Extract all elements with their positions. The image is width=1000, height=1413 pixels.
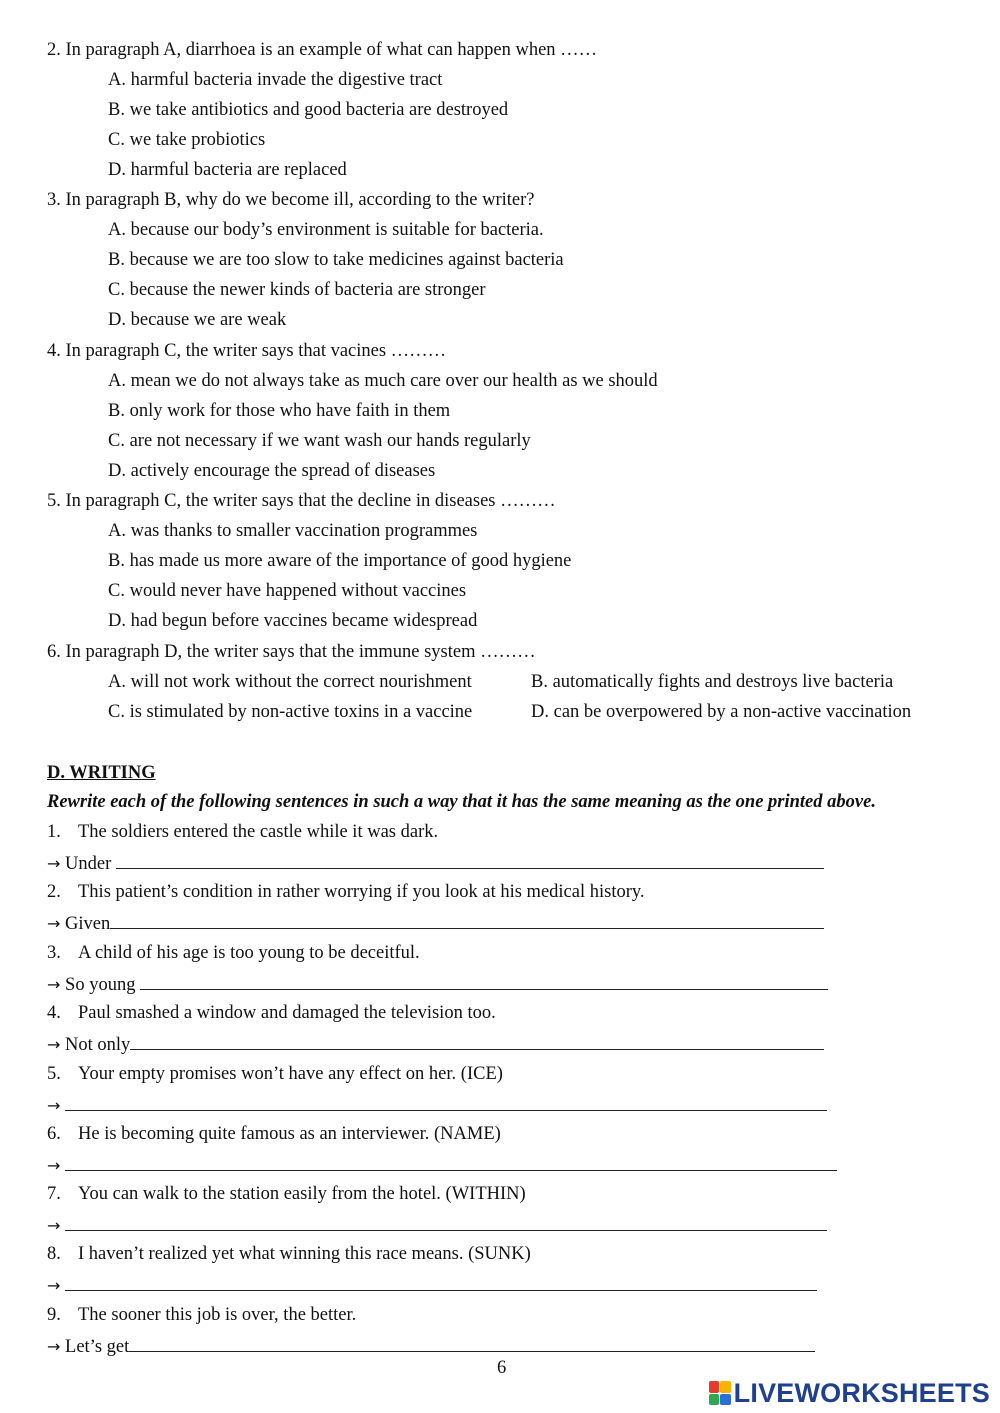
section-heading-writing: D. WRITING [47, 763, 156, 783]
question-5-option-d[interactable]: D. had begun before vaccines became widespread [108, 611, 478, 631]
item-number: 7. [47, 1184, 61, 1204]
logo-square-red [709, 1381, 720, 1393]
answer-blank[interactable] [116, 850, 824, 869]
question-4-option-b[interactable]: B. only work for those who have faith in them [108, 401, 451, 421]
item-sentence: Paul smashed a window and damaged the television too. [78, 1003, 496, 1023]
logo-text: LIVEWORKSHEETS [733, 1377, 990, 1408]
question-3-option-a[interactable]: A. because our body’s environment is suitable for bacteria. [108, 220, 544, 240]
question-2-option-b[interactable]: B. we take antibiotics and good bacteria are destroyed [108, 100, 509, 120]
item-number: 8. [47, 1244, 61, 1264]
item-number: 9. [47, 1305, 61, 1325]
item-number: 2. [47, 882, 61, 902]
question-4-option-d[interactable]: D. actively encourage the spread of diseases [108, 461, 436, 481]
item-number: 5. [47, 1064, 61, 1084]
question-6-stem: 6. In paragraph D, the writer says that the immune system ……… [47, 642, 536, 662]
question-2-option-c[interactable]: C. we take probiotics [108, 130, 266, 150]
item-sentence: A child of his age is too young to be deceitful. [78, 943, 420, 963]
question-3-stem: 3. In paragraph B, why do we become ill, according to the writer? [47, 190, 535, 210]
item-sentence: I haven’t realized yet what winning this race means. (SUNK) [78, 1244, 531, 1264]
answer-line-1[interactable] [47, 850, 824, 876]
logo-square-blue [720, 1394, 731, 1406]
answer-line-9[interactable] [47, 1333, 815, 1359]
answer-prompt: Let’s get [65, 1337, 130, 1357]
logo-square-yellow [720, 1381, 731, 1393]
item-number: 6. [47, 1124, 61, 1144]
question-4-option-a[interactable]: A. mean we do not always take as much care over our health as we should [108, 371, 658, 391]
question-6-option-a[interactable]: A. will not work without the correct nourishment [108, 672, 472, 692]
arrow-right-icon: → [47, 1156, 61, 1175]
writing-item-7 [47, 1182, 526, 1206]
writing-item-1 [47, 820, 438, 844]
item-sentence: Your empty promises won’t have any effect on her. (ICE) [78, 1064, 503, 1084]
arrow-right-icon: → [47, 1276, 61, 1295]
question-6-option-d[interactable]: D. can be overpowered by a non-active vaccination [531, 702, 912, 722]
arrow-right-icon: → [47, 1337, 61, 1356]
answer-line-4[interactable] [47, 1031, 824, 1057]
answer-blank[interactable] [65, 1212, 827, 1231]
question-6-option-c[interactable]: C. is stimulated by non-active toxins in a vaccine [108, 702, 473, 722]
answer-prompt: Not only [65, 1035, 131, 1055]
question-2-stem: 2. In paragraph A, diarrhoea is an example of what can happen when …… [47, 40, 598, 60]
item-sentence: You can walk to the station easily from the hotel. (WITHIN) [78, 1184, 526, 1204]
item-sentence: The sooner this job is over, the better. [78, 1305, 357, 1325]
item-sentence: This patient’s condition in rather worrying if you look at his medical history. [78, 882, 645, 902]
answer-blank[interactable] [110, 910, 824, 929]
answer-line-6[interactable] [47, 1152, 837, 1178]
answer-line-5[interactable] [47, 1092, 827, 1118]
arrow-right-icon: → [47, 854, 61, 873]
question-3-option-b[interactable]: B. because we are too slow to take medicines against bacteria [108, 250, 564, 270]
question-4-option-c[interactable]: C. are not necessary if we want wash our hands regularly [108, 431, 531, 451]
question-2-option-d[interactable]: D. harmful bacteria are replaced [108, 160, 347, 180]
answer-blank[interactable] [65, 1272, 817, 1291]
writing-item-6 [47, 1122, 501, 1146]
question-5-option-a[interactable]: A. was thanks to smaller vaccination programmes [108, 521, 478, 541]
logo-square-green [709, 1394, 720, 1406]
item-sentence: The soldiers entered the castle while it was dark. [78, 822, 439, 842]
answer-prompt: Under [65, 854, 116, 874]
question-5-stem: 5. In paragraph C, the writer says that the decline in diseases ……… [47, 491, 556, 511]
item-number: 3. [47, 943, 61, 963]
answer-blank[interactable] [140, 971, 828, 990]
writing-instruction: Rewrite each of the following sentences in such a way that it has the same meaning as the one printed above. [47, 792, 876, 812]
answer-blank[interactable] [129, 1333, 815, 1352]
answer-blank[interactable] [65, 1092, 827, 1111]
writing-item-8 [47, 1242, 531, 1266]
question-3-option-c[interactable]: C. because the newer kinds of bacteria are stronger [108, 280, 486, 300]
answer-blank[interactable] [65, 1152, 837, 1171]
writing-item-4 [47, 1001, 496, 1025]
answer-line-2[interactable] [47, 910, 824, 936]
answer-line-3[interactable] [47, 971, 828, 997]
answer-line-8[interactable] [47, 1272, 817, 1298]
question-2-option-a[interactable]: A. harmful bacteria invade the digestive tract [108, 70, 443, 90]
arrow-right-icon: → [47, 1096, 61, 1115]
question-6-option-b[interactable]: B. automatically fights and destroys live bacteria [531, 672, 894, 692]
arrow-right-icon: → [47, 975, 61, 994]
writing-item-9 [47, 1303, 356, 1327]
arrow-right-icon: → [47, 1216, 61, 1235]
writing-item-5 [47, 1062, 503, 1086]
answer-line-7[interactable] [47, 1212, 827, 1238]
question-5-option-b[interactable]: B. has made us more aware of the importance of good hygiene [108, 551, 572, 571]
answer-prompt: Given [65, 914, 111, 934]
liveworksheets-logo [709, 1378, 990, 1408]
item-sentence: He is becoming quite famous as an interviewer. (NAME) [78, 1124, 501, 1144]
answer-blank[interactable] [130, 1031, 824, 1050]
writing-item-3 [47, 941, 420, 965]
question-4-stem: 4. In paragraph C, the writer says that vacines ……… [47, 341, 447, 361]
item-number: 1. [47, 822, 61, 842]
question-5-option-c[interactable]: C. would never have happened without vaccines [108, 581, 467, 601]
arrow-right-icon: → [47, 1035, 61, 1054]
item-number: 4. [47, 1003, 61, 1023]
page-number: 6 [497, 1358, 507, 1378]
answer-prompt: So young [65, 975, 141, 995]
logo-mark-icon [709, 1381, 731, 1405]
question-3-option-d[interactable]: D. because we are weak [108, 310, 287, 330]
writing-item-2 [47, 880, 645, 904]
arrow-right-icon: → [47, 914, 61, 933]
